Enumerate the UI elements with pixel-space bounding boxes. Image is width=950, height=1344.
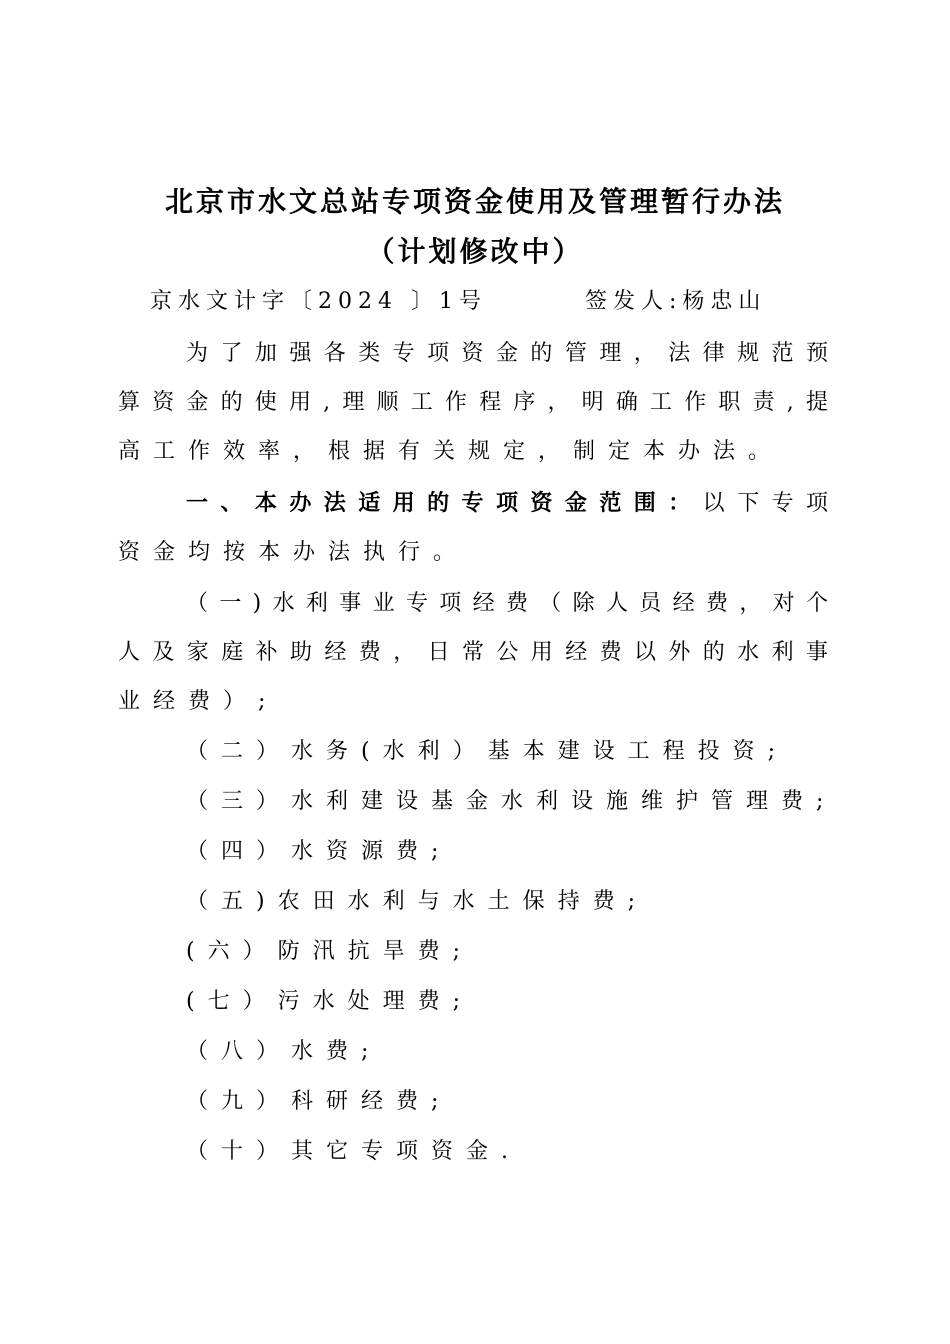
section-1-line-2: 资金均按本办法执行。 (118, 540, 469, 565)
intro-line-2: 算资金的使用,理顺工作程序，明确工作职责,提 (118, 390, 828, 415)
intro-line-1: 为了加强各类专项资金的管理，法律规范预 (186, 341, 828, 366)
item-1-line-2: 人及家庭补助经费，日常公用经费以外的水利事 (118, 640, 828, 665)
list-item: （三）水利建设基金水利设施维护管理费; (186, 789, 837, 814)
item-1-line-3: 业经费）; (118, 689, 279, 714)
document-subtitle: （计划修改中） (366, 235, 584, 268)
list-item: （四）水资源费; (186, 839, 452, 864)
list-item: （九）科研经费; (186, 1089, 452, 1114)
intro-line-3: 高工作效率，根据有关规定，制定本办法。 (118, 439, 784, 464)
item-1-line-1: （一)水利事业专项经费（除人员经费，对个 (186, 591, 828, 616)
section-1-line-1 (186, 486, 828, 517)
list-item: (六）防汛抗旱费; (186, 939, 473, 964)
document-number: 京水文计字〔2024 〕1号 (150, 289, 487, 314)
document-signer: 签发人:杨忠山 (585, 289, 767, 314)
list-item: （八）水费; (186, 1039, 382, 1064)
list-item: （五)农田水利与水土保持费; (186, 889, 648, 914)
section-1-heading: 一、本办法适用的专项资金范围： (186, 490, 703, 516)
document-title: 北京市水文总站专项资金使用及管理暂行办法 (164, 185, 785, 218)
section-1-heading-rest: 以下专项 (702, 491, 828, 516)
list-item: (七）污水处理费; (186, 989, 473, 1014)
list-item: （十）其它专项资金. (186, 1139, 521, 1164)
list-item: （二）水务(水利）基本建设工程投资; (186, 739, 788, 764)
